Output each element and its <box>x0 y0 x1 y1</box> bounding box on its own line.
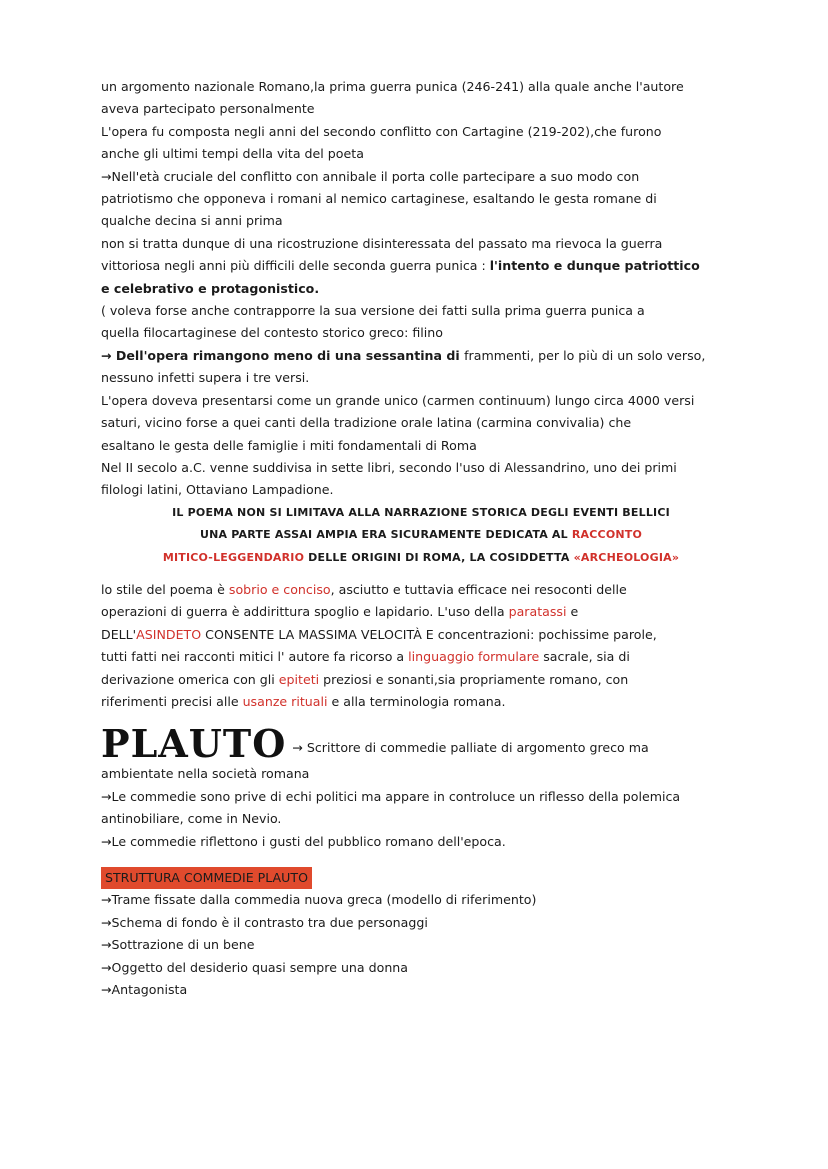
text-line <box>101 345 741 367</box>
plauto-notes <box>101 763 741 853</box>
text-line: filologi latini, Ottaviano Lampadione. <box>101 482 334 498</box>
highlight-term: ASINDETO <box>136 626 202 642</box>
text-span: sacrale, sia di <box>539 649 630 665</box>
text-span: riferimenti precisi alle <box>101 693 243 709</box>
caps-heading-block <box>101 502 741 569</box>
spacer <box>101 569 741 579</box>
text-span: lo stile del poema è <box>101 581 229 597</box>
text-span: frammenti, per lo più di un solo verso, <box>464 347 706 363</box>
text-line: ambientate nella società romana <box>101 766 310 782</box>
caps-text: DELLE ORIGINI DI ROMA, LA COSIDDETTA <box>304 550 574 564</box>
text-span: e alla terminologia romana. <box>327 693 506 709</box>
document-body <box>101 76 741 1001</box>
highlight-term: sobrio e conciso <box>228 581 331 597</box>
text-span: derivazione omerica con gli <box>101 671 279 687</box>
text-span: DELL' <box>101 626 137 642</box>
list-item: →Antagonista <box>101 982 188 998</box>
text-line <box>101 691 741 713</box>
highlight-term: paratassi <box>508 604 567 620</box>
text-line: anche gli ultimi tempi della vita del poeta <box>101 146 364 162</box>
text-line <box>101 646 741 668</box>
text-line: antinobiliare, come in Nevio. <box>101 811 282 827</box>
struttura-list <box>101 889 741 1001</box>
text-span: tutti fatti nei racconti mitici l' autore fa ricorso a <box>101 649 409 665</box>
caps-red-text: «ARCHEOLOGIA» <box>573 550 680 564</box>
style-paragraph <box>101 579 741 713</box>
text-line: saturi, vicino forse a quei canti della tradizione orale latina (carmina convivalia) che <box>101 415 632 431</box>
caps-red-text: MITICO-LEGGENDARIO <box>162 550 305 564</box>
text-line: nessuno infetti supera i tre versi. <box>101 370 310 386</box>
text-span: CONSENTE LA MASSIMA VELOCITÀ E concentrazioni: pochissime parole, <box>201 626 657 642</box>
text-line: qualche decina si anni prima <box>101 213 283 229</box>
caps-line: IL POEMA NON SI LIMITAVA ALLA NARRAZIONE STORICA DEGLI EVENTI BELLICI <box>172 505 670 519</box>
intro-block <box>101 76 741 255</box>
fragments-block <box>101 345 741 390</box>
plauto-title: PLAUTO <box>101 721 287 767</box>
text-line: esaltano le gesta delle famiglie i miti fondamentali di Roma <box>101 437 477 453</box>
text-line <box>101 255 741 277</box>
text-line <box>101 624 741 646</box>
text-span: vittoriosa negli anni più difficili delle seconda guerra punica : <box>101 258 490 274</box>
text-line: aveva partecipato personalmente <box>101 101 315 117</box>
text-line: →Le commedie riflettono i gusti del pubblico romano dell'epoca. <box>101 833 506 849</box>
list-item: →Trame fissate dalla commedia nuova greca (modello di riferimento) <box>101 892 537 908</box>
caps-red-text: RACCONTO <box>571 528 643 542</box>
carmen-block <box>101 390 741 502</box>
text-line: un argomento nazionale Romano,la prima guerra punica (246-241) alla quale anche l'autore <box>101 79 684 94</box>
text-line: L'opera doveva presentarsi come un grande unico (carmen continuum) lungo circa 4000 versi <box>101 392 695 408</box>
bold-text: → Dell'opera rimangono meno di una sessantina di <box>101 347 465 363</box>
caps-text: UNA PARTE ASSAI AMPIA ERA SICURAMENTE DEDICATA AL <box>199 528 572 542</box>
text-line: L'opera fu composta negli anni del secondo conflitto con Cartagine (219-202),che furono <box>101 123 662 139</box>
highlight-term: usanze rituali <box>242 693 328 709</box>
text-line <box>101 669 741 691</box>
list-item: →Oggetto del desiderio quasi sempre una donna <box>101 959 409 975</box>
text-line: →Nell'età cruciale del conflitto con annibale il porta colle partecipare a suo modo con <box>101 168 640 184</box>
counter-version-block <box>101 300 741 345</box>
text-line: quella filocartaginese del contesto storico greco: filino <box>101 325 443 341</box>
intent-block <box>101 255 741 300</box>
text-line: patriotismo che opponeva i romani al nemico cartaginese, esaltando le gesta romane di <box>101 191 657 207</box>
caps-line <box>101 547 741 569</box>
text-line <box>101 601 741 623</box>
plauto-heading-row <box>101 719 741 767</box>
bold-text: e celebrativo e protagonistico. <box>101 280 320 296</box>
text-span: , asciutto e tuttavia efficace nei resoconti delle <box>330 581 627 597</box>
highlight-term: linguaggio formulare <box>408 649 540 665</box>
plauto-description: → Scrittore di commedie palliate di argomento greco ma <box>292 739 649 755</box>
text-span: preziosi e sonanti,sia propriamente romano, con <box>319 671 629 687</box>
text-line: Nel II secolo a.C. venne suddivisa in sette libri, secondo l'uso di Alessandrino, uno dei primi <box>101 459 677 475</box>
text-line: ( voleva forse anche contrapporre la sua versione dei fatti sulla prima guerra punica a <box>101 303 645 319</box>
section-heading: STRUTTURA COMMEDIE PLAUTO <box>101 867 312 889</box>
text-line: non si tratta dunque di una ricostruzione disinteressata del passato ma rievoca la guerra <box>101 235 663 251</box>
text-line: →Le commedie sono prive di echi politici ma appare in controluce un riflesso della polemica <box>101 788 681 804</box>
text-line <box>101 579 741 601</box>
bold-text: l'intento e dunque patriottico <box>489 258 700 274</box>
highlight-term: epiteti <box>278 671 320 687</box>
caps-line <box>101 524 741 546</box>
list-item: →Schema di fondo è il contrasto tra due personaggi <box>101 914 428 930</box>
text-span: e <box>566 604 579 620</box>
list-item: →Sottrazione di un bene <box>101 937 255 953</box>
text-span: operazioni di guerra è addirittura spoglio e lapidario. L'uso della <box>101 604 509 620</box>
